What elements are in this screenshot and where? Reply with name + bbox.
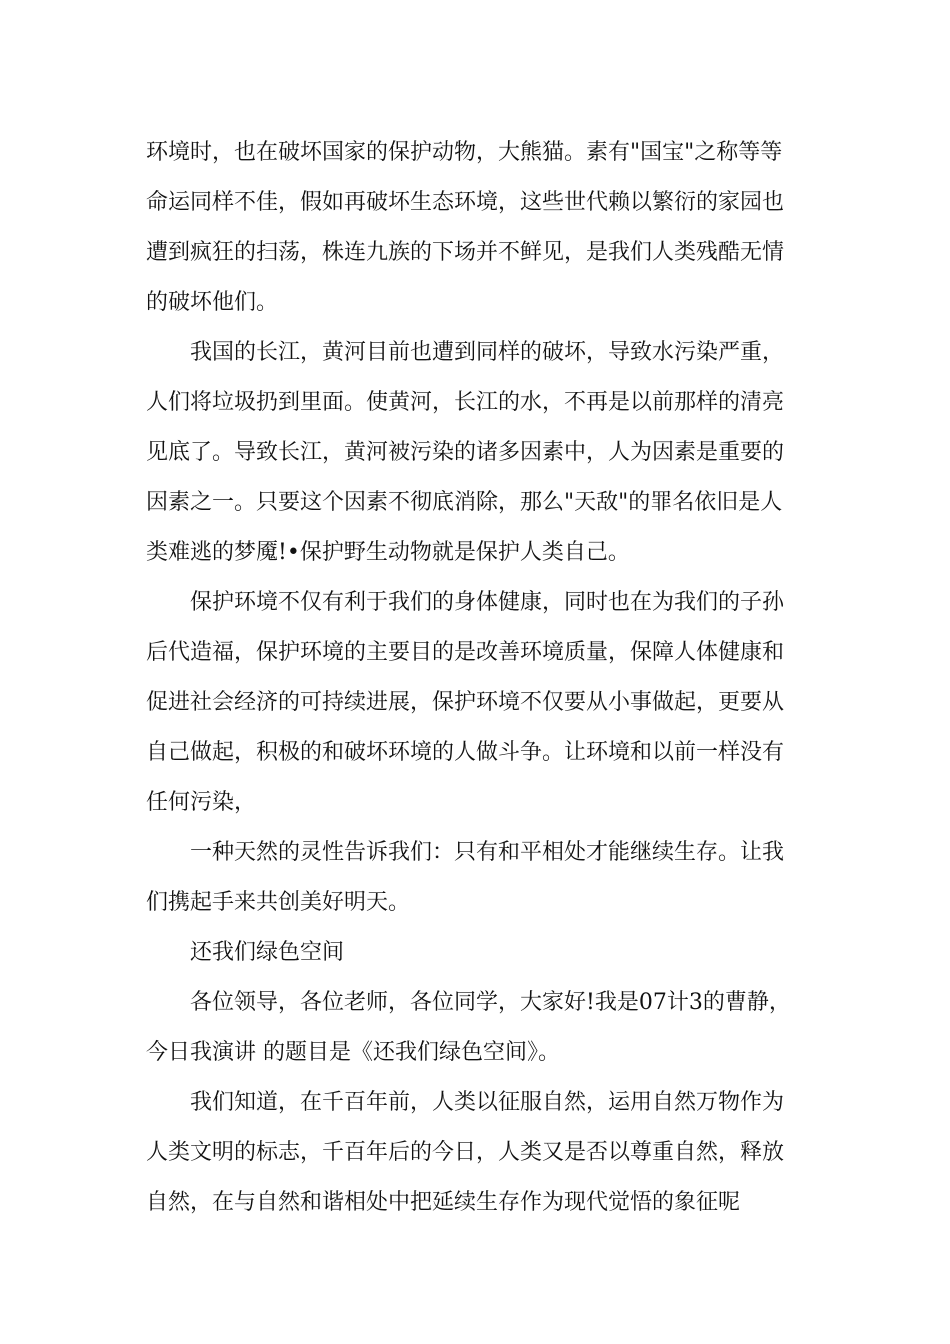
paragraph-first-line: 各位领导，各位老师，各位同学，大家好!我是07计3的曹静，: [190, 990, 791, 1015]
text-line: 遭到疯狂的扫荡，株连九族的下场并不鲜见，是我们人类残酷无情: [146, 240, 785, 265]
text-line: 们携起手来共创美好明天。: [146, 890, 411, 915]
paragraph-first-line: 一种天然的灵性告诉我们：只有和平相处才能继续生存。让我: [190, 840, 785, 865]
text-line: 人类文明的标志，千百年后的今日，人类又是否以尊重自然，释放: [146, 1140, 785, 1165]
text-line: 自己做起，积极的和破坏环境的人做斗争。让环境和以前一样没有: [146, 740, 785, 765]
paragraph-first-line: 我们知道，在千百年前，人类以征服自然，运用自然万物作为: [190, 1090, 785, 1115]
text-line: 任何污染，: [146, 790, 257, 815]
paragraph-first-line: 我国的长江，黄河目前也遭到同样的破坏，导致水污染严重，: [190, 340, 785, 365]
text-line: 命运同样不佳，假如再破坏生态环境，这些世代赖以繁衍的家园也: [146, 190, 785, 215]
text-line: 类难逃的梦魇!•保护野生动物就是保护人类自己。: [146, 540, 630, 565]
section-heading: 还我们绿色空间: [190, 940, 345, 965]
paragraph-first-line: 保护环境不仅有利于我们的身体健康，同时也在为我们的子孙: [190, 590, 785, 615]
text-line: 人们将垃圾扔到里面。使黄河，长江的水，不再是以前那样的清亮: [146, 390, 785, 415]
text-line: 后代造福，保护环境的主要目的是改善环境质量，保障人体健康和: [146, 640, 785, 665]
text-line: 见底了。导致长江，黄河被污染的诸多因素中，人为因素是重要的: [146, 440, 785, 465]
text-line: 的破坏他们。: [146, 290, 279, 315]
text-line: 因素之一。只要这个因素不彻底消除，那么"天敌"的罪名依旧是人: [146, 490, 783, 515]
text-line: 今日我演讲 的题目是《还我们绿色空间》。: [146, 1040, 560, 1065]
text-line: 环境时，也在破坏国家的保护动物，大熊猫。素有"国宝"之称等等: [146, 140, 783, 165]
text-line: 促进社会经济的可持续进展，保护环境不仅要从小事做起，更要从: [146, 690, 785, 715]
text-line: 自然，在与自然和谐相处中把延续生存作为现代觉悟的象征呢: [146, 1190, 741, 1215]
